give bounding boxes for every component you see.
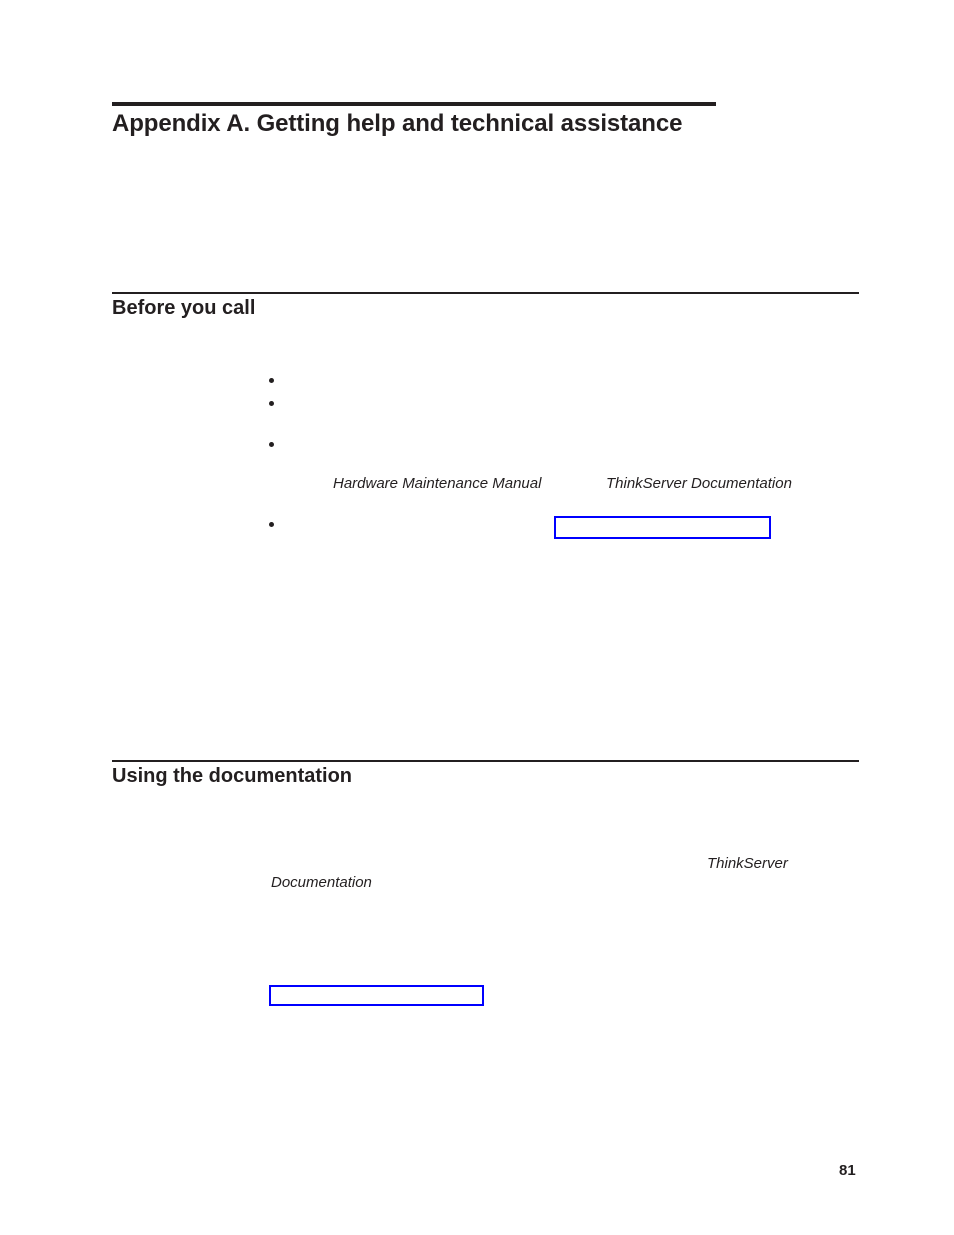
- documentation-website-link[interactable]: [269, 985, 484, 1006]
- support-website-link[interactable]: [554, 516, 771, 539]
- thinkserver-documentation-ref: ThinkServer Documentation: [606, 475, 792, 492]
- thinkserver-ref: ThinkServer: [707, 855, 788, 872]
- list-bullet: [269, 442, 274, 447]
- hardware-maintenance-manual-ref: Hardware Maintenance Manual: [333, 475, 542, 492]
- chapter-title: Appendix A. Getting help and technical assistance: [112, 110, 683, 137]
- list-bullet: [269, 522, 274, 527]
- page-number: 81: [839, 1162, 856, 1179]
- list-bullet: [269, 378, 274, 383]
- documentation-ref: Documentation: [271, 874, 372, 891]
- section-title-before-you-call: Before you call: [112, 297, 256, 319]
- section-rule-before-you-call: [112, 292, 859, 294]
- list-bullet: [269, 401, 274, 406]
- section-rule-using-the-documentation: [112, 760, 859, 762]
- section-title-using-the-documentation: Using the documentation: [112, 765, 352, 787]
- chapter-title-rule: [112, 102, 716, 106]
